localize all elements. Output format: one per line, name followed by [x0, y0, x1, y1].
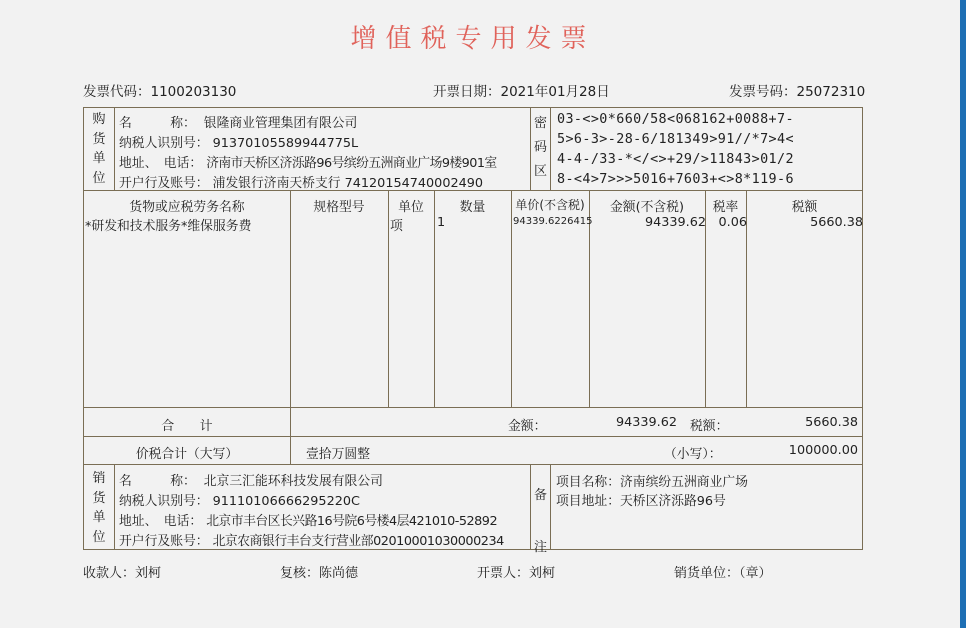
seller-tax-id-row	[119, 490, 360, 509]
invoice-title: 增值税专用发票	[350, 24, 596, 54]
cipher-divider-right	[550, 107, 551, 190]
totals-label: 合 计	[161, 419, 213, 434]
remarks-project-name: 项目名称：济南缤纷五洲商业广场	[556, 475, 748, 490]
cell-rate: 0.06	[718, 215, 747, 230]
seller-char: 单	[92, 510, 106, 525]
invoice-code-label: 发票代码：	[83, 84, 151, 100]
totals-tax-label: 税额：	[690, 419, 729, 434]
buyer-address-value: 济南市天桥区济泺路96号缤纷五洲商业广场9楼901室	[206, 156, 497, 171]
buyer-tax-id-label: 纳税人识别号：	[119, 136, 209, 151]
seller-label-divider	[114, 464, 115, 550]
divider-items	[83, 407, 863, 408]
divider-totals	[83, 436, 863, 437]
remarks-divider-right	[550, 464, 551, 550]
seller-name-row	[119, 470, 383, 489]
header-qty: 数量	[459, 200, 486, 215]
payee-value: 刘柯	[135, 566, 162, 581]
buyer-char: 购	[92, 112, 106, 127]
remarks-section-label	[531, 470, 550, 574]
seller-tax-id-value: 91110106666295220C	[212, 494, 360, 509]
drawer-label: 开票人：	[477, 566, 530, 581]
seller-address-value: 北京市丰台区长兴路16号院6号楼4层421010-52892	[206, 514, 498, 529]
drawer-value: 刘柯	[529, 566, 556, 581]
window-edge-strip	[960, 0, 966, 628]
header-amount: 金额(不含税)	[610, 200, 684, 215]
footer-drawer	[477, 562, 555, 581]
invoice-date-label: 开票日期：	[433, 84, 501, 100]
seller-section-label	[84, 469, 114, 547]
buyer-bank-label: 开户行及账号：	[119, 176, 209, 191]
buyer-section-label	[84, 110, 114, 188]
divider-grand-total	[83, 464, 863, 465]
buyer-label-divider	[114, 107, 115, 190]
remarks-char: 备	[533, 488, 547, 503]
col-divider-price	[511, 190, 512, 407]
invoice-date	[433, 80, 610, 100]
cell-qty: 1	[437, 215, 446, 230]
buyer-tax-id-row	[119, 132, 358, 151]
totals-divider	[290, 407, 291, 464]
reviewer-value: 陈尚德	[319, 566, 359, 581]
cell-price: 94339.6226415	[513, 216, 593, 227]
grand-total-label: 价税合计（大写）	[135, 447, 239, 462]
seller-address-label: 地址、 电话：	[119, 514, 203, 529]
remarks-project-address: 项目地址：天桥区济泺路96号	[556, 494, 726, 509]
grand-total-small-label: （小写）：	[664, 447, 722, 462]
cipher-line: 5>6-3>-28-6/181349>91//*7>4<	[557, 132, 794, 147]
seller-name-value: 北京三汇能环科技发展有限公司	[203, 474, 383, 489]
header-unit: 单位	[398, 200, 424, 215]
seller-bank-label: 开户行及账号：	[119, 534, 209, 549]
seller-tax-id-label: 纳税人识别号：	[119, 494, 209, 509]
header-tax: 税额	[791, 200, 818, 215]
buyer-name-row	[119, 112, 357, 131]
col-divider-spec	[290, 190, 291, 407]
cipher-char: 密	[533, 116, 547, 131]
footer-payee	[83, 562, 161, 581]
cell-unit: 项	[390, 219, 403, 234]
buyer-address-label: 地址、 电话：	[119, 156, 203, 171]
cell-tax: 5660.38	[810, 215, 863, 230]
buyer-char: 位	[92, 170, 106, 186]
totals-tax-value: 5660.38	[805, 415, 858, 430]
seller-char: 位	[92, 529, 106, 545]
seller-bank-value: 北京农商银行丰台支行营业部02010001030000234	[212, 534, 504, 549]
cipher-line: 8-<4>7>>>5016+7603+<>8*119-6	[557, 172, 794, 187]
invoice-number	[729, 80, 865, 100]
grand-total-words: 壹拾万圆整	[306, 447, 370, 462]
buyer-char: 货	[92, 131, 106, 147]
header-price: 单价(不含税)	[515, 198, 585, 212]
invoice-number-label: 发票号码：	[729, 84, 797, 100]
invoice-code-value: 1100203130	[150, 84, 237, 100]
cipher-char: 码	[533, 140, 547, 155]
totals-amount-label: 金额：	[508, 419, 547, 434]
cell-item-name: *研发和技术服务*维保服务费	[85, 219, 252, 234]
header-rate: 税率	[712, 200, 739, 215]
buyer-name-label: 名 称：	[119, 116, 196, 131]
totals-amount-value: 94339.62	[615, 415, 677, 430]
seller-name-label: 名 称：	[119, 474, 196, 489]
buyer-name-value: 银隆商业管理集团有限公司	[203, 116, 358, 131]
buyer-char: 单	[92, 151, 106, 166]
invoice-number-value: 25072310	[796, 84, 866, 100]
seller-address-row	[119, 510, 497, 529]
footer-reviewer	[280, 562, 358, 581]
invoice-code	[83, 80, 236, 100]
buyer-bank-row	[119, 172, 483, 191]
buyer-bank-value: 浦发银行济南天桥支行 74120154740002490	[212, 176, 484, 191]
buyer-tax-id-value: 91370105589944775L	[212, 136, 359, 151]
cipher-char: 区	[533, 164, 547, 179]
invoice-date-value: 2021年01月28日	[500, 84, 610, 100]
remarks-char: 注	[533, 540, 547, 555]
seller-char: 销	[92, 471, 106, 486]
header-item-name: 货物或应税劳务名称	[129, 200, 245, 215]
cipher-line: 4-4-/33-*</<>+29/>11843>01/2	[557, 152, 794, 167]
cipher-section-label	[531, 112, 550, 184]
cell-amount: 94339.62	[644, 215, 706, 230]
buyer-address-row	[119, 152, 497, 171]
cipher-line: 03-<>0*660/58<068162+0088+7-	[557, 112, 794, 127]
seller-bank-row	[119, 530, 504, 549]
header-spec: 规格型号	[313, 200, 365, 215]
col-divider-qty	[434, 190, 435, 407]
col-divider-unit	[388, 190, 389, 407]
grand-total-value: 100000.00	[788, 443, 858, 458]
reviewer-label: 复核：	[280, 566, 320, 581]
seller-char: 货	[92, 490, 106, 506]
footer-seller-stamp: 销货单位：（章）	[674, 566, 772, 581]
payee-label: 收款人：	[83, 566, 136, 581]
